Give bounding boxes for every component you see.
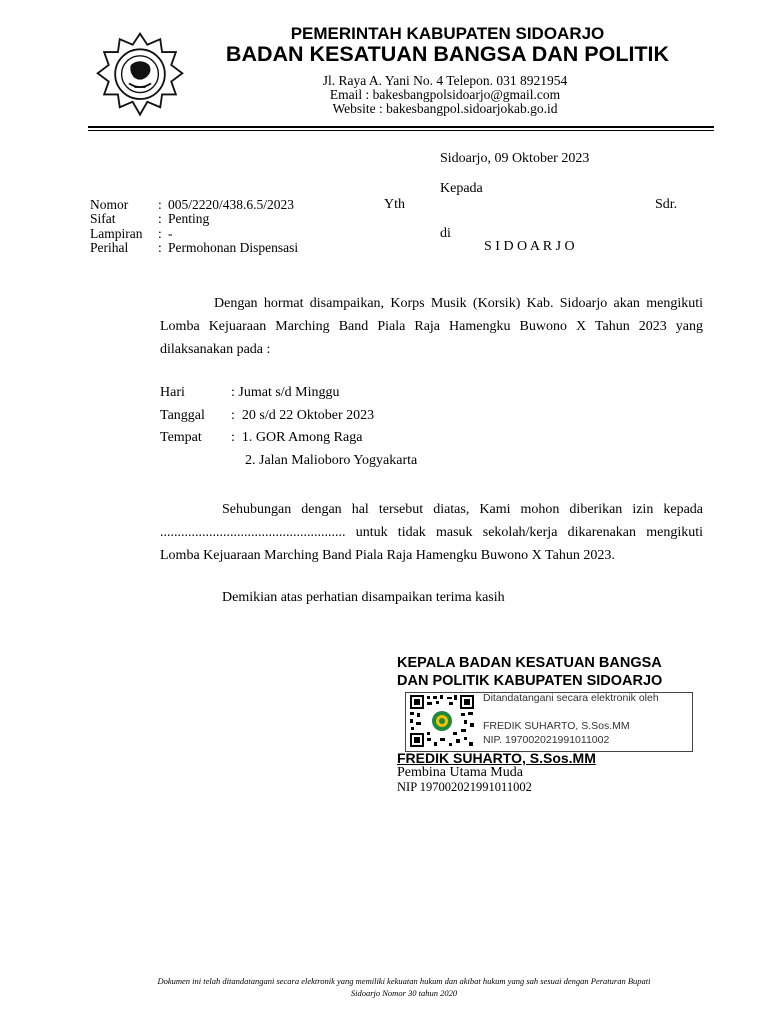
esign-title: Ditandatangani secara elektronik oleh	[483, 692, 659, 704]
field-colon: :	[158, 211, 162, 226]
regency-emblem-icon	[94, 30, 186, 122]
agency-email: Email : bakesbangpolsidoarjo@gmail.com	[329, 87, 561, 102]
signatory-title-line2: DAN POLITIK KABUPATEN SIDOARJO	[397, 673, 663, 689]
schedule-tanggal-label: Tanggal	[160, 408, 205, 423]
agency-name: BADAN KESATUAN BANGSA DAN POLITIK	[225, 42, 670, 66]
schedule-tempat-value-1: : 1. GOR Among Raga	[231, 430, 363, 445]
request-paragraph-text: Sehubungan dengan hal tersebut diatas, Kami mohon diberikan izin kepada ..................................................... untuk tidak masuk sekolah/kerja dikarenakan mengikuti Lomba Kejuaraan Marching Band Piala Raja Hamengku Buwono X Tahun 2023.	[160, 502, 703, 563]
field-value-lampiran: -	[168, 226, 173, 241]
addressee-city: S I D O A R J O	[484, 239, 575, 254]
field-value-perihal: Permohonan Dispensasi	[168, 240, 299, 255]
opening-paragraph-text: Dengan hormat disampaikan, Korps Musik (Korsik) Kab. Sidoarjo akan mengikuti Lomba Kejuaraan Marching Band Piala Raja Hamengku Buwono X Tahun 2023 yang dilaksanakan pada :	[160, 296, 703, 357]
footer-legal-note: Dokumen ini telah ditandatangani secara elektronik yang memiliki kekuatan hukum dan akibat hukum yang sah sesuai dengan Peraturan Bupati	[157, 976, 651, 986]
government-name: PEMERINTAH KABUPATEN SIDOARJO	[290, 24, 605, 43]
field-value-sifat: Penting	[168, 211, 210, 226]
field-colon: :	[158, 226, 162, 241]
request-paragraph	[160, 498, 703, 567]
field-label-lampiran: Lampiran	[90, 226, 143, 241]
field-label-perihal: Perihal	[90, 240, 129, 255]
field-label-nomor: Nomor	[90, 197, 129, 212]
sdr-label: Sdr.	[655, 197, 678, 212]
field-label-sifat: Sifat	[90, 211, 116, 226]
agency-website: Website : bakesbangpol.sidoarjokab.go.id	[332, 101, 558, 116]
di-label: di	[440, 226, 451, 241]
esign-nip: NIP. 197002021991011002	[483, 734, 610, 746]
closing-line: Demikian atas perhatian disampaikan terima kasih	[222, 590, 505, 605]
schedule-tanggal-value: : 20 s/d 22 Oktober 2023	[231, 408, 375, 423]
schedule-hari-label: Hari	[160, 385, 185, 400]
signatory-nip: NIP 197002021991011002	[397, 780, 532, 794]
field-colon: :	[158, 197, 162, 212]
schedule-hari-value: : Jumat s/d Minggu	[231, 385, 340, 400]
opening-paragraph	[160, 292, 703, 361]
letterhead-rule-thick	[88, 126, 714, 128]
to-label: Kepada	[440, 181, 483, 196]
letterhead-rule-thin	[88, 130, 714, 131]
signatory-title-line1: KEPALA BADAN KESATUAN BANGSA	[397, 655, 662, 671]
esign-name: FREDIK SUHARTO, S.Sos.MM	[483, 720, 630, 732]
field-value-nomor: 005/2220/438.6.5/2023	[168, 197, 295, 212]
footer-legal-note-line2: Sidoarjo Nomor 30 tahun 2020	[350, 988, 458, 998]
agency-address: Jl. Raya A. Yani No. 4 Telepon. 031 8921954	[322, 73, 568, 88]
qr-code-icon	[409, 694, 475, 748]
field-colon: :	[158, 240, 162, 255]
schedule-tempat-value-2: 2. Jalan Malioboro Yogyakarta	[245, 453, 418, 468]
place-date: Sidoarjo, 09 Oktober 2023	[440, 151, 590, 166]
yth-label: Yth	[384, 197, 405, 212]
signatory-rank: Pembina Utama Muda	[397, 765, 523, 780]
signatory-name: FREDIK SUHARTO, S.Sos.MM	[397, 750, 596, 766]
schedule-tempat-label: Tempat	[160, 430, 202, 445]
